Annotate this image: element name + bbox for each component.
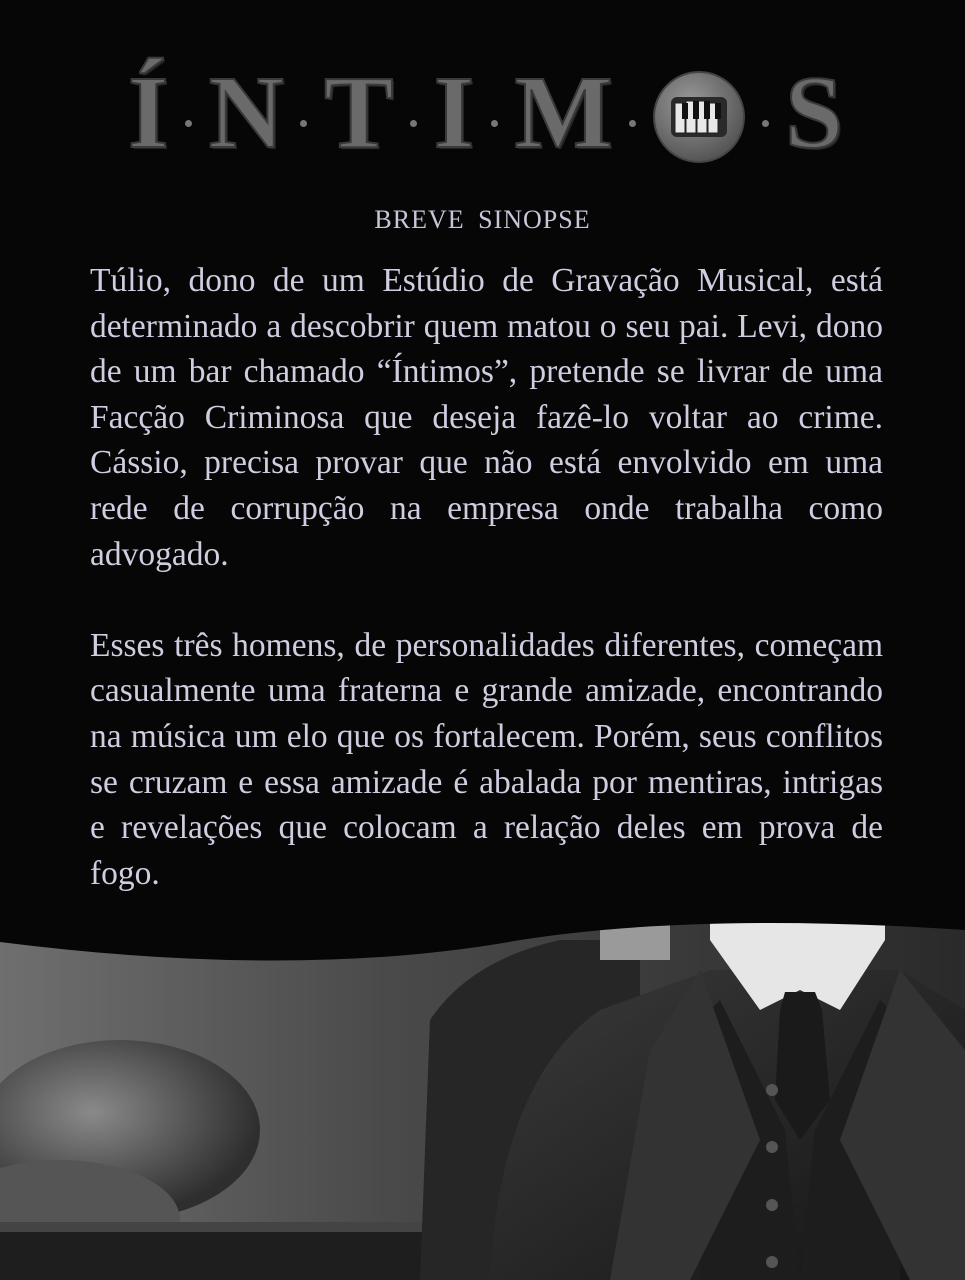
logo-separator-dot (300, 120, 307, 127)
logo-separator-dot (762, 120, 769, 127)
logo-separator-dot (491, 120, 498, 127)
logo-letter-1: Í (128, 55, 169, 170)
logo-letter-3: T (324, 55, 394, 170)
synopsis-paragraph-2: Esses três homens, de personalidades diferentes, começam casualmente uma fraterna e grande amizade, encontrando na música um elo que os fortalecem. Porém, seus conflitos se cruzam e essa amizade é abalada por mentiras, intrigas e revelações que colocam a relação deles em prova de fogo. (90, 626, 883, 892)
logo-separator-dot (185, 120, 192, 127)
synopsis-text (90, 258, 883, 896)
synopsis-paragraph-1: Túlio, dono de um Estúdio de Gravação Musical, está determinado a descobrir quem matou o seu pai. Levi, dono de um bar chamado “Íntimos”, pretende se livrar de uma Facção Criminosa que deseja fazê-lo voltar ao crime. Cássio, precisa provar que não está envolvido em uma rede de corrupção na empresa onde trabalha como advogado. (90, 262, 883, 573)
funeral-photo (0, 900, 965, 1280)
logo-letter-7: S (785, 55, 843, 170)
logo-separator-dot (410, 120, 417, 127)
section-subtitle: BREVE SINOPSE (374, 205, 591, 234)
title-logo (0, 55, 965, 170)
piano-keys-fist-icon (653, 71, 745, 163)
logo-separator-dot (629, 120, 636, 127)
logo-letter-4: I (433, 55, 475, 170)
logo-letter-2: N (208, 55, 284, 170)
logo-letter-5: M (514, 55, 613, 170)
